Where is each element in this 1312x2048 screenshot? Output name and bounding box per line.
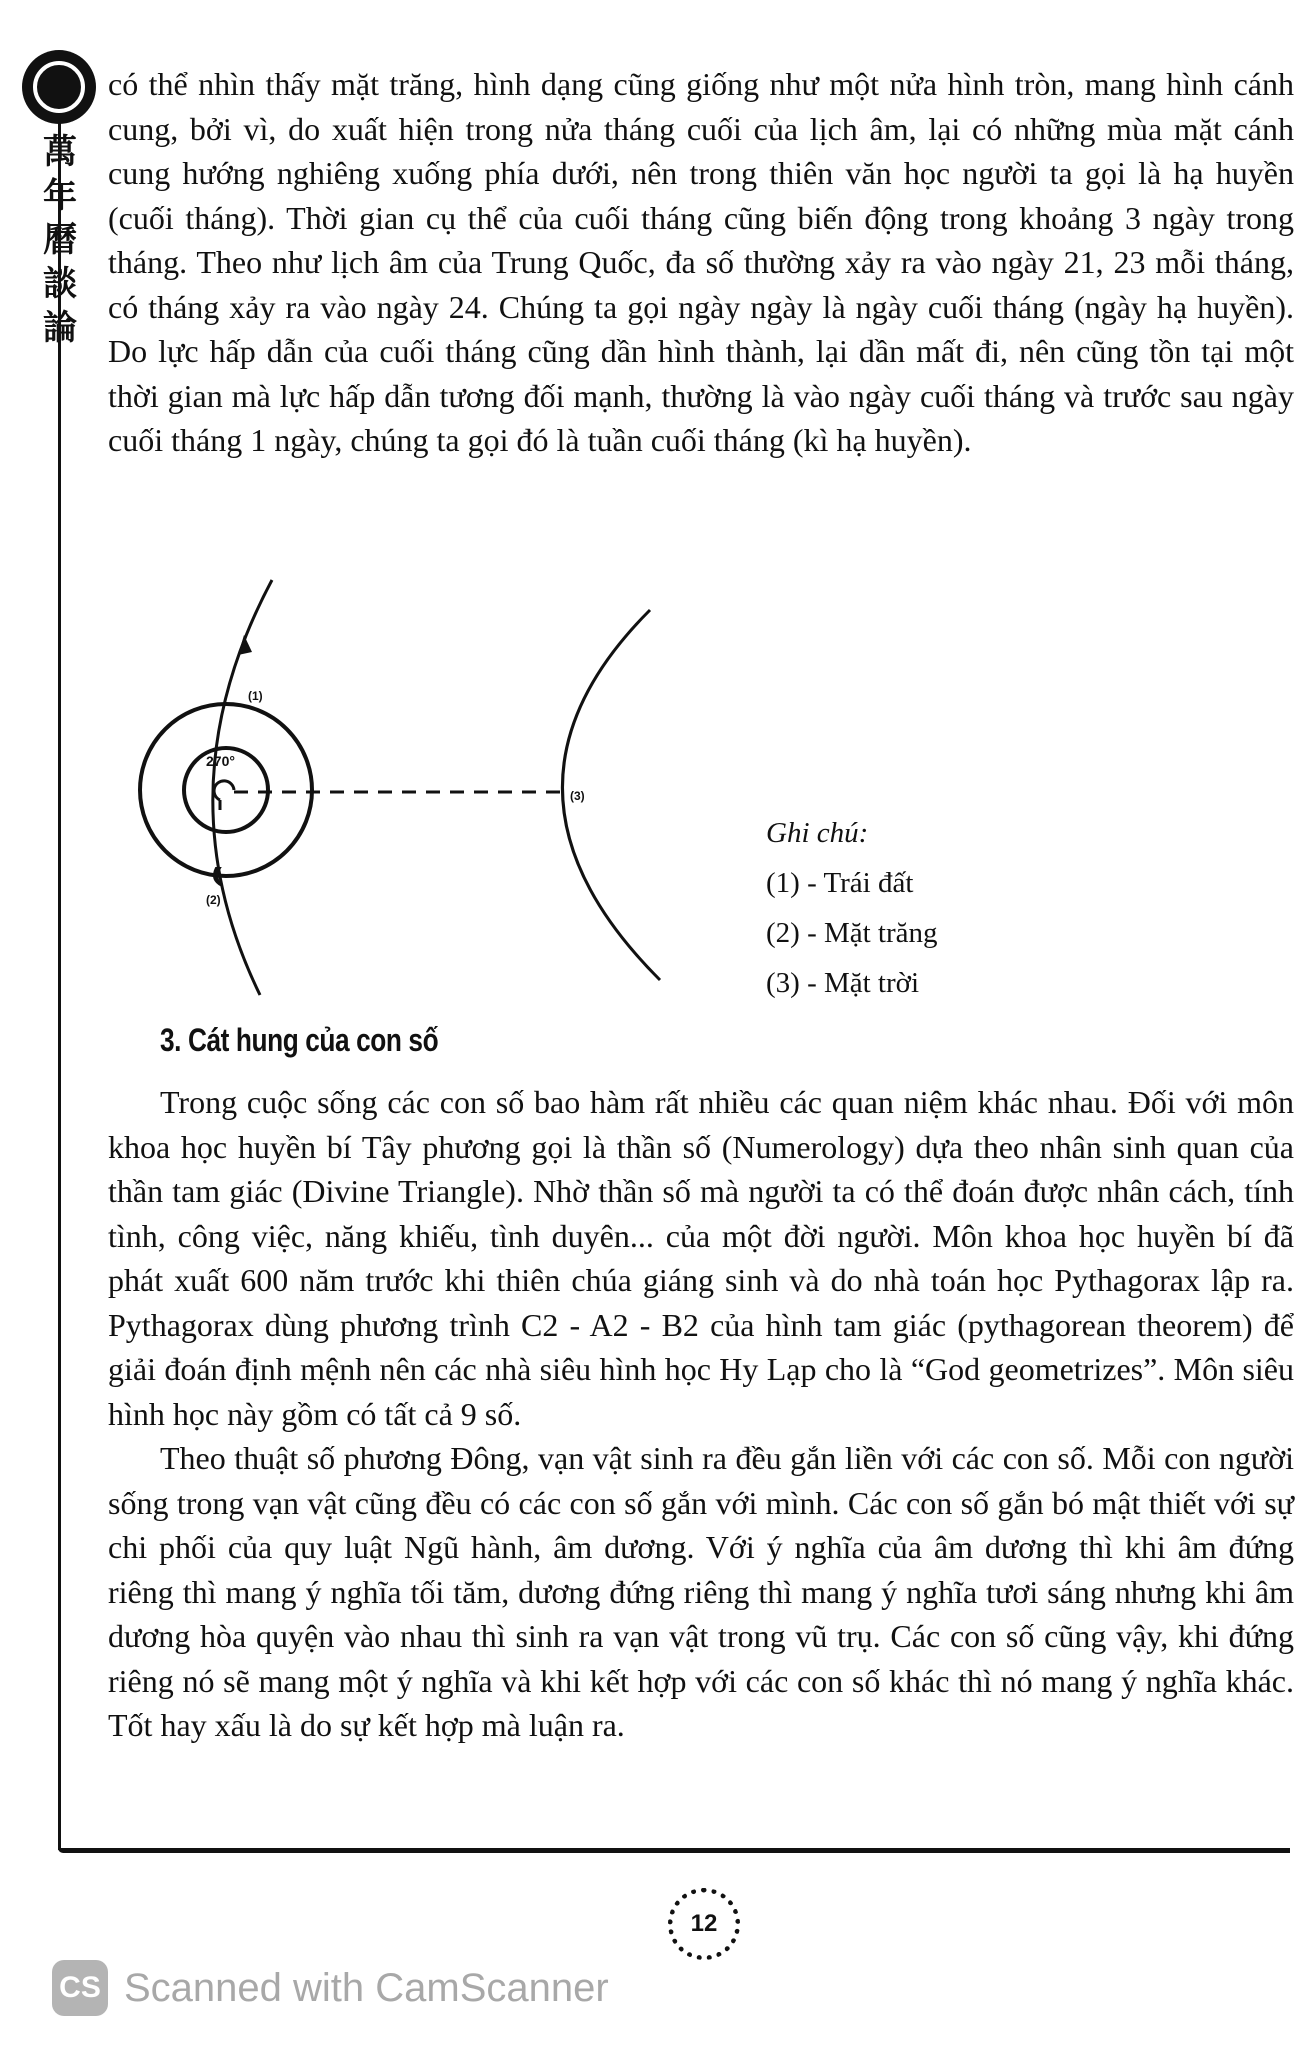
paragraph-2: Theo thuật số phương Đông, vạn vật sinh ra đều gắn liền với các con số. Mỗi con người sống trong vạn vật cũng đều có các con số gắn với mình. Các con số gắn bó mật thiết với sự chi phối của quy luật Ngũ hành, âm dương. Với ý nghĩa của âm dương thì khi âm đứng riêng thì mang ý nghĩa tối tăm, dương đứng riêng thì mang ý nghĩa tươi sáng nhưng khi âm dương hòa quyện vào nhau thì sinh ra vạn vật trong vũ trụ. Các con số cũng vậy, khi đứng riêng nó sẽ mang một ý nghĩa và khi kết hợp với các con số khác thì nó mang ý nghĩa khác. Tốt hay xấu là do sự kết hợp mà luận ra. bbox=[108, 1440, 1294, 1743]
paragraph-top: có thể nhìn thấy mặt trăng, hình dạng cũng giống như một nửa hình tròn, mang hình cánh cung, bởi vì, do xuất hiện trong nửa tháng cuối của lịch âm, lại có những mùa mặt cánh cung hướng nghiêng xuống phía dưới, nên trong thiên văn học người ta gọi là hạ huyền (cuối tháng). Thời gian cụ thể của cuối tháng cũng biến động trong khoảng 3 ngày trong tháng. Theo như lịch âm của Trung Quốc, đa số thường xảy ra vào ngày 21, 23 mỗi tháng, có tháng xảy ra vào ngày 24. Chúng ta gọi ngày ngày là ngày cuối tháng (ngày hạ huyền). Do lực hấp dẫn của cuối tháng cũng dần hình thành, lại dần mất đi, nên cũng tồn tại một thời gian mà lực hấp dẫn tương đối mạnh, thường là vào ngày cuối tháng và trước sau ngày cuối tháng 1 ngày, chúng ta gọi đó là tuần cuối tháng (kì hạ huyền). bbox=[108, 66, 1294, 458]
left-border-line bbox=[58, 90, 61, 1850]
orbit-arrow-icon bbox=[238, 635, 252, 655]
paragraph-1: Trong cuộc sống các con số bao hàm rất nhiều các quan niệm khác nhau. Đối với môn khoa học huyền bí Tây phương gọi là thần số (Numerology) dựa theo nhân sinh quan của thần tam giác (Divine Triangle). Nhờ thần số mà người ta có thể đoán được nhân cách, tính tình, công việc, năng khiếu, tình duyên... của một đời người. Môn khoa học huyền bí đã phát xuất 600 năm trước khi thiên chúa giáng sinh và do nhà toán học Pythagorax lập ra. Pythagorax dùng phương trình C2 - A2 - B2 của hình tam giác (pythagorean theorem) để giải đoán định mệnh nên các nhà siêu hình học Hy Lạp cho là “God geometrizes”. Môn siêu hình học này gồm có tất cả 9 số. bbox=[108, 1084, 1294, 1432]
label-moon: (2) bbox=[206, 893, 221, 907]
note-item: (3) - Mặt trời bbox=[766, 967, 920, 999]
section-heading: 3. Cát hung của con số bbox=[160, 1022, 439, 1058]
note-item: (2) - Mặt trăng bbox=[766, 917, 938, 949]
side-title bbox=[36, 130, 84, 350]
top-paragraph-block bbox=[108, 62, 1294, 463]
section-body bbox=[108, 1080, 1294, 1748]
emblem-icon bbox=[22, 50, 96, 124]
page-number: 12 bbox=[668, 1888, 740, 1960]
watermark-text: Scanned with CamScanner bbox=[124, 1965, 609, 2010]
bottom-border-line bbox=[58, 1848, 1290, 1853]
angle-label: 270° bbox=[206, 753, 235, 769]
side-title-char: 論 bbox=[43, 308, 77, 348]
angle-marker-icon bbox=[214, 781, 234, 800]
camscanner-logo-icon: CS bbox=[52, 1960, 108, 2016]
camscanner-watermark bbox=[52, 1960, 609, 2016]
moon-phase-diagram bbox=[120, 560, 680, 1000]
note-item: (1) - Trái đất bbox=[766, 867, 914, 899]
side-title-char: 萬 bbox=[43, 132, 77, 172]
side-title-char: 談 bbox=[43, 264, 77, 304]
side-title-char: 曆 bbox=[43, 220, 77, 260]
moon-orbit-circle bbox=[140, 704, 312, 876]
side-title-char: 年 bbox=[43, 176, 77, 216]
label-earth: (1) bbox=[248, 689, 263, 703]
notes-title: Ghi chú: bbox=[766, 817, 869, 849]
label-sun: (3) bbox=[570, 789, 585, 803]
diagram-notes bbox=[766, 808, 938, 1008]
